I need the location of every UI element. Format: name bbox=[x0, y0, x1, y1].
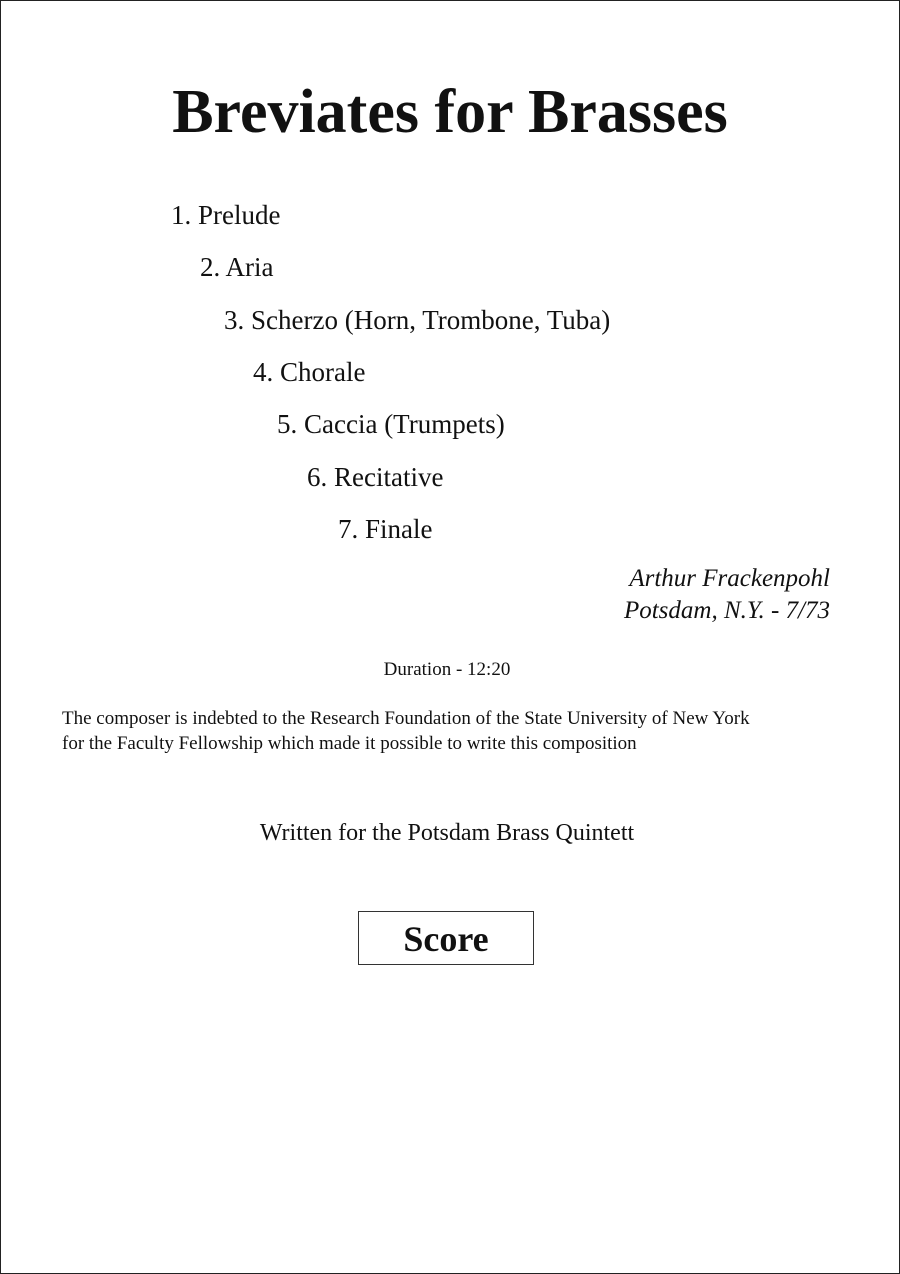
page-title: Breviates for Brasses bbox=[172, 78, 728, 146]
dedication-text: Written for the Potsdam Brass Quintett bbox=[259, 820, 635, 846]
movement-item: 4. Chorale bbox=[253, 357, 366, 387]
composer-attribution bbox=[624, 563, 830, 627]
composition-place-date: Potsdam, N.Y. - 7/73 bbox=[623, 597, 830, 624]
duration-text: Duration - 12:20 bbox=[383, 659, 511, 680]
acknowledgement-line: for the Faculty Fellowship which made it possible to write this composition bbox=[62, 733, 637, 754]
score-label-box: Score bbox=[358, 911, 534, 965]
movement-item: 7. Finale bbox=[338, 514, 433, 544]
composer-name: Arthur Frackenpohl bbox=[629, 565, 830, 592]
movement-item: 2. Aria bbox=[200, 252, 274, 282]
movement-item: 3. Scherzo (Horn, Trombone, Tuba) bbox=[224, 305, 611, 335]
movement-item: 5. Caccia (Trumpets) bbox=[277, 409, 505, 439]
movement-item: 6. Recitative bbox=[307, 462, 444, 492]
acknowledgement-text bbox=[62, 706, 750, 756]
movement-item: 1. Prelude bbox=[171, 200, 281, 230]
acknowledgement-line: The composer is indebted to the Research Foundation of the State University of New York bbox=[62, 708, 750, 729]
